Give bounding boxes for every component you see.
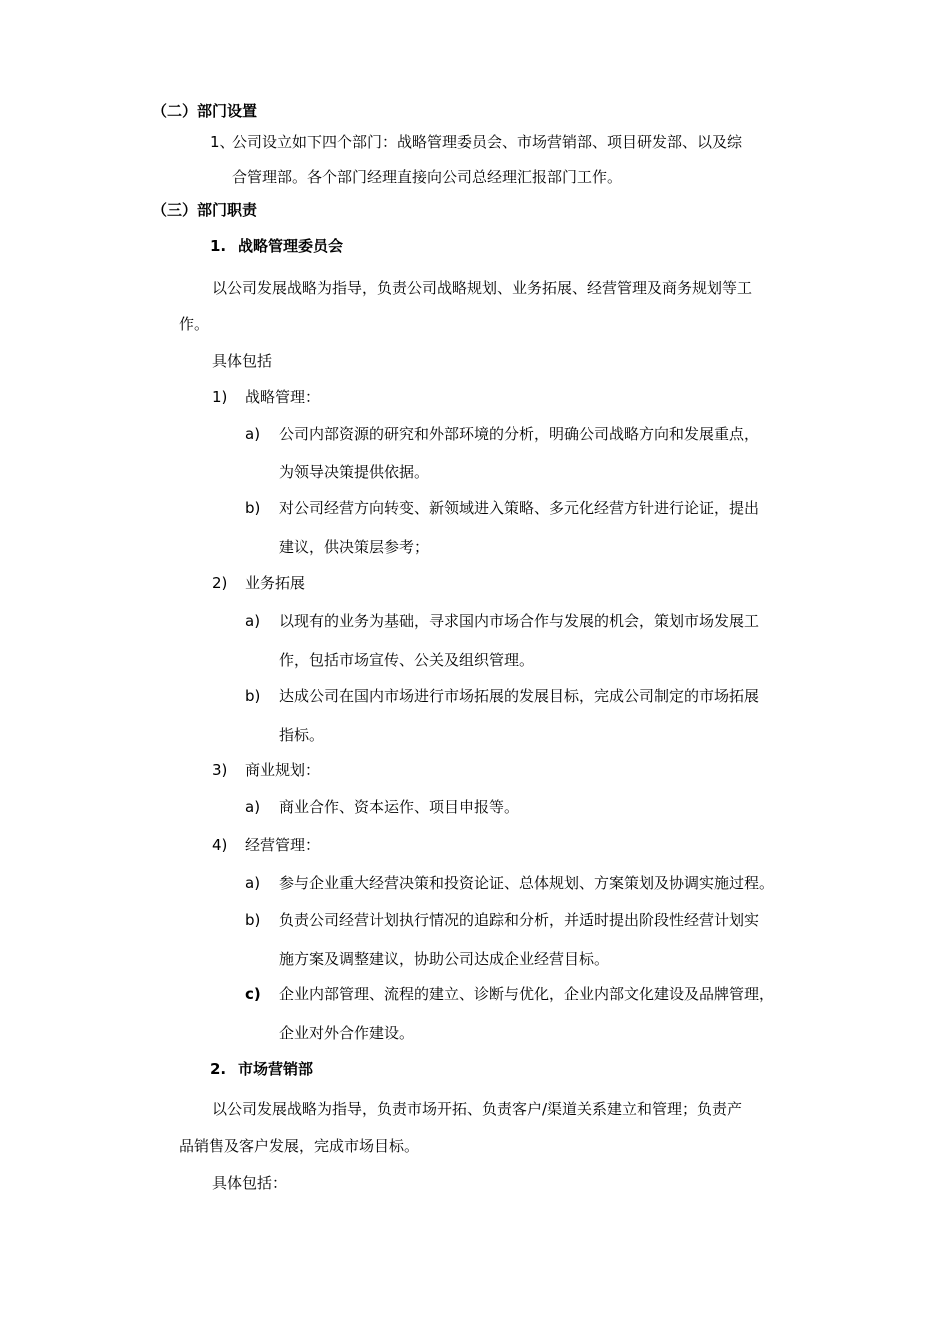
list-number: 4) — [212, 836, 228, 854]
dept-title: 战略管理委员会 — [238, 237, 344, 255]
dept-number: 1. — [210, 237, 227, 255]
sub-list-line: 建议，供决策层参考； — [279, 538, 430, 556]
sub-list-mark: b) — [245, 499, 261, 517]
sub-list-line: 指标。 — [279, 726, 325, 744]
sub-list-mark: a) — [245, 874, 261, 892]
sub-list-line: 施方案及调整建议，协助公司达成企业经营目标。 — [279, 950, 610, 968]
list-number: 1) — [212, 388, 228, 406]
paragraph-line: 具体包括： — [212, 1174, 288, 1192]
sub-list-mark: b) — [245, 911, 261, 929]
paragraph-line: 公司设立如下四个部门：战略管理委员会、市场营销部、项目研发部、以及综 — [232, 133, 743, 151]
list-number: 1、 — [210, 133, 235, 151]
sub-list-mark: b) — [245, 687, 261, 705]
sub-list-mark: a) — [245, 612, 261, 630]
sub-list-line: 公司内部资源的研究和外部环境的分析，明确公司战略方向和发展重点， — [279, 425, 760, 443]
list-item-label: 业务拓展 — [245, 574, 306, 592]
list-item-label: 商业规划： — [245, 761, 321, 779]
sub-list-mark: c) — [245, 985, 261, 1003]
paragraph-line: 以公司发展战略为指导，负责市场开拓、负责客户/渠道关系建立和管理；负责产 — [212, 1100, 743, 1118]
paragraph-line: 以公司发展战略为指导，负责公司战略规划、业务拓展、经营管理及商务规划等工 — [212, 279, 753, 297]
sub-list-line: 为领导决策提供依据。 — [279, 463, 430, 481]
list-number: 2) — [212, 574, 228, 592]
paragraph-line: 作。 — [179, 315, 210, 333]
paragraph-line: 品销售及客户发展，完成市场目标。 — [179, 1137, 420, 1155]
sub-list-line: 企业对外合作建设。 — [279, 1024, 415, 1042]
sub-list-line: 企业内部管理、流程的建立、诊断与优化，企业内部文化建设及品牌管理， — [279, 985, 775, 1003]
list-item-label: 经营管理： — [245, 836, 321, 854]
sub-list-line: 达成公司在国内市场进行市场拓展的发展目标，完成公司制定的市场拓展 — [279, 687, 760, 705]
section-heading-department-setup: （二）部门设置 — [152, 102, 258, 120]
sub-list-line: 负责公司经营计划执行情况的追踪和分析，并适时提出阶段性经营计划实 — [279, 911, 760, 929]
sub-list-line: 参与企业重大经营决策和投资论证、总体规划、方案策划及协调实施过程。 — [279, 874, 775, 892]
sub-list-mark: a) — [245, 425, 261, 443]
sub-list-line: 作，包括市场宣传、公关及组织管理。 — [279, 651, 535, 669]
paragraph-line: 具体包括 — [212, 352, 273, 370]
dept-number: 2. — [210, 1060, 227, 1078]
list-number: 3) — [212, 761, 228, 779]
list-item-label: 战略管理： — [245, 388, 321, 406]
sub-list-mark: a) — [245, 798, 261, 816]
sub-list-line: 以现有的业务为基础，寻求国内市场合作与发展的机会，策划市场发展工 — [279, 612, 760, 630]
sub-list-line: 对公司经营方向转变、新领域进入策略、多元化经营方针进行论证，提出 — [279, 499, 760, 517]
sub-list-line: 商业合作、资本运作、项目申报等。 — [279, 798, 520, 816]
paragraph-line: 合管理部。各个部门经理直接向公司总经理汇报部门工作。 — [232, 168, 623, 186]
dept-title: 市场营销部 — [238, 1060, 314, 1078]
section-heading-department-duties: （三）部门职责 — [152, 201, 258, 219]
